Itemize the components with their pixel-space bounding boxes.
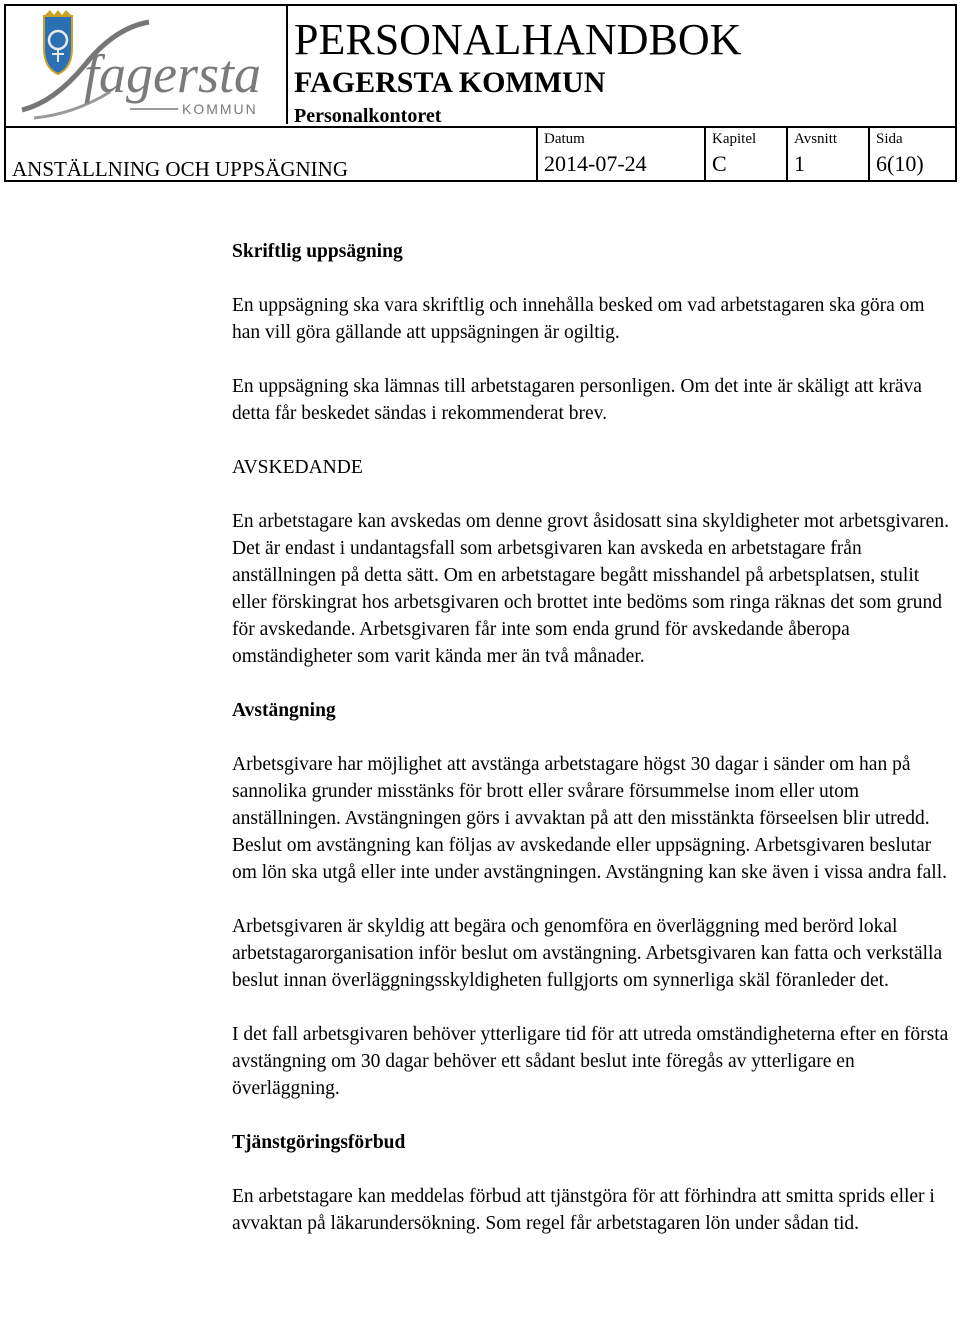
section-heading: Tjänstgöringsförbud — [232, 1132, 406, 1153]
header-divider — [6, 126, 955, 128]
subsection-label: Avsnitt — [794, 131, 838, 147]
document-body — [232, 238, 950, 1237]
paragraph: Arbetsgivaren är skyldig att begära och genomföra en överläggning med berörd lokal arbetstagarorganisation inför beslut om avstängning. Arbetsgivaren kan fatta och verkställa beslut innan överläggningsskyldigheten fullgjorts om synnerliga skäl föranleder det. — [232, 916, 943, 991]
coat-of-arms-icon — [44, 10, 72, 74]
paragraph: En arbetstagare kan avskedas om denne grovt åsidosatt sina skyldigheter mot arbetsgivaren. Det är endast i undantagsfall som arbetsgivaren kan avskeda en arbetstagare från anställningen på detta sätt. Om en arbetstagare begått misshandel på arbetsplatsen, stulit eller förskingrat hos arbetsgivaren och brottet inte bedöms som ringa räknas det som grund för avskedande. Arbetsgivaren får inte som enda grund för avskedande åberopa omständigheter som varit kända mer än två månader. — [232, 511, 949, 667]
paragraph: En arbetstagare kan meddelas förbud att tjänstgöra för att förhindra att smitta sprids eller i avvaktan på läkarundersökning. Som regel får arbetstagaren lön under sådan tid. — [232, 1186, 935, 1234]
header-divider — [704, 126, 706, 180]
municipality-logo — [14, 10, 284, 122]
date-value: 2014-07-24 — [544, 151, 647, 176]
page-label: Sida — [876, 131, 903, 147]
paragraph: Arbetsgivare har möjlighet att avstänga arbetstagare högst 30 dagar i sänder om han på sannolika grunder misstänks för brott eller svårare försummelse inom eller utom anställningen. Avstängningen görs i avvaktan på att den misstänkta förseelsen blir utredd. Beslut om avstängning kan följas av avskedande eller uppsägning. Arbetsgivaren beslutar om lön ska utgå eller inte under avstängningen. Avstängning kan ske även i vissa andra fall. — [232, 754, 947, 883]
svg-text:fagersta: fagersta — [84, 44, 262, 104]
section-heading: Avstängning — [232, 700, 336, 721]
svg-text:KOMMUN: KOMMUN — [182, 101, 258, 117]
header-divider — [536, 126, 538, 180]
department-name: Personalkontoret — [294, 105, 442, 127]
document-header — [4, 4, 957, 182]
page-number: 6(10) — [876, 151, 924, 176]
organization-name: FAGERSTA KOMMUN — [294, 66, 606, 99]
section-heading: AVSKEDANDE — [232, 457, 363, 478]
section-heading: Skriftlig uppsägning — [232, 241, 403, 262]
chapter-value: C — [712, 151, 727, 176]
paragraph: En uppsägning ska lämnas till arbetstagaren personligen. Om det inte är skäligt att kräva detta får beskedet sändas i rekommenderat brev. — [232, 376, 922, 424]
header-divider — [786, 126, 788, 180]
header-divider — [868, 126, 870, 180]
date-label: Datum — [544, 131, 585, 147]
paragraph: En uppsägning ska vara skriftlig och innehålla besked om vad arbetstagaren ska göra om han vill göra gällande att uppsägningen är ogiltig. — [232, 295, 925, 343]
paragraph: I det fall arbetsgivaren behöver ytterligare tid för att utreda omständigheterna efter en första avstängning om 30 dagar behöver ett sådant beslut inte föregås av ytterligare en överläggning. — [232, 1024, 949, 1099]
header-divider — [286, 6, 288, 124]
section-name: ANSTÄLLNING OCH UPPSÄGNING — [12, 157, 349, 181]
subsection-value: 1 — [794, 151, 805, 176]
chapter-label: Kapitel — [712, 131, 757, 147]
handbook-title: PERSONALHANDBOK — [294, 15, 742, 64]
